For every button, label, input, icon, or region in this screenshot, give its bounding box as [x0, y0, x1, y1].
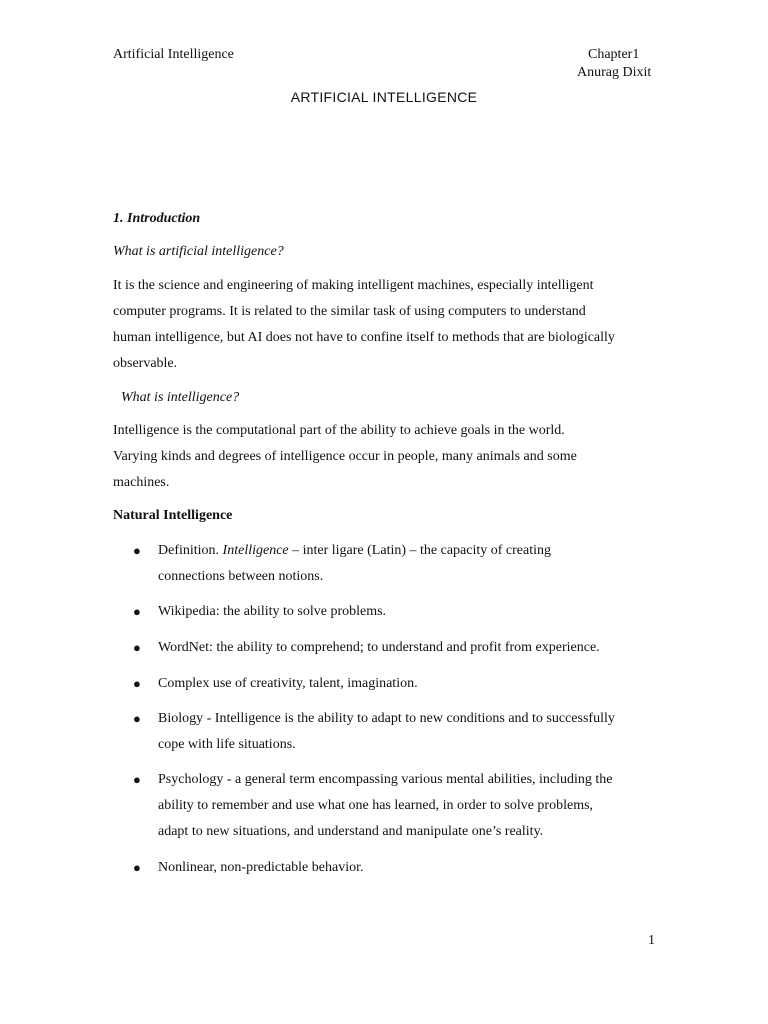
document-title: ARTIFICIAL INTELLIGENCE	[290, 89, 478, 105]
bullet-marker: ●	[133, 772, 141, 787]
psychology-line-3: adapt to new situations, and understand and manipulate one’s reality.	[158, 824, 544, 839]
header-author: Anurag Dixit	[577, 65, 652, 80]
subheading-natural-intelligence: Natural Intelligence	[113, 508, 233, 523]
list-item	[133, 538, 653, 590]
paragraph-ai-line-2: computer programs. It is related to the similar task of using computers to understand	[113, 304, 586, 319]
header-left-title: Artificial Intelligence	[113, 47, 234, 62]
list-item	[133, 855, 653, 881]
list-item-text	[158, 767, 658, 845]
bullet-marker: ●	[133, 640, 141, 655]
definition-suffix: – inter ligare (Latin) – the capacity of creating	[288, 543, 552, 558]
list-item	[133, 767, 653, 845]
header-chapter: Chapter1	[588, 47, 640, 62]
paragraph-intelligence-line-3: machines.	[113, 475, 170, 490]
paragraph-ai-line-3: human intelligence, but AI does not have to confine itself to methods that are biologically	[113, 330, 615, 345]
list-item-text: Nonlinear, non-predictable behavior.	[158, 860, 364, 875]
paragraph-intelligence-line-1: Intelligence is the computational part of the ability to achieve goals in the world.	[113, 423, 565, 438]
bullet-marker: ●	[133, 604, 141, 619]
paragraph-ai-line-1: It is the science and engineering of making intelligent machines, especially intelligent	[113, 278, 594, 293]
list-item	[133, 671, 653, 697]
bullet-marker: ●	[133, 860, 141, 875]
list-item-text	[158, 706, 658, 758]
bullet-marker: ●	[133, 711, 141, 726]
paragraph-intelligence-line-2: Varying kinds and degrees of intelligence occur in people, many animals and some	[113, 449, 577, 464]
biology-line-1: Biology - Intelligence is the ability to adapt to new conditions and to successfully	[158, 711, 615, 726]
question-what-is-intelligence: What is intelligence?	[121, 390, 240, 405]
psychology-line-1: Psychology - a general term encompassing various mental abilities, including the	[158, 772, 613, 787]
list-item	[133, 706, 653, 758]
definition-line-2: connections between notions.	[158, 569, 324, 584]
list-item	[133, 635, 653, 661]
page-number: 1	[648, 933, 655, 948]
bullet-marker: ●	[133, 676, 141, 691]
definition-prefix: Definition.	[158, 543, 223, 558]
list-item	[133, 599, 653, 625]
definition-italic-term: Intelligence	[222, 543, 289, 558]
question-what-is-ai: What is artificial intelligence?	[113, 244, 284, 259]
list-item-text	[158, 538, 658, 590]
biology-line-2: cope with life situations.	[158, 737, 296, 752]
section-heading: 1. Introduction	[113, 211, 201, 226]
bullet-marker: ●	[133, 543, 141, 558]
list-item-text: Complex use of creativity, talent, imagination.	[158, 676, 418, 691]
paragraph-ai-line-4: observable.	[113, 356, 178, 371]
list-item-text: WordNet: the ability to comprehend; to understand and profit from experience.	[158, 640, 600, 655]
list-item-text: Wikipedia: the ability to solve problems.	[158, 604, 387, 619]
psychology-line-2: ability to remember and use what one has learned, in order to solve problems,	[158, 798, 594, 813]
